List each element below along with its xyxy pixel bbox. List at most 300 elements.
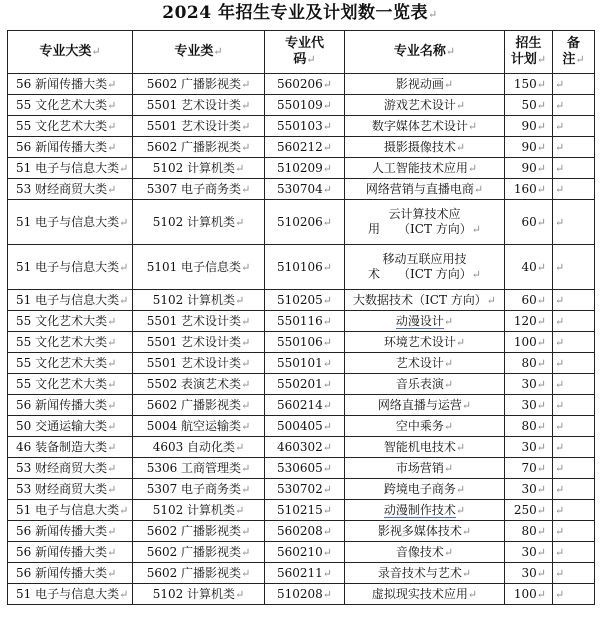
paragraph-mark: ↵ <box>536 98 546 112</box>
paragraph-mark: ↵ <box>322 161 333 175</box>
daima-cell: 530704↵ <box>265 179 345 200</box>
table-row <box>8 179 595 200</box>
table-row <box>8 437 595 458</box>
paragraph-mark: ↵ <box>322 182 333 196</box>
paragraph-mark: ↵ <box>473 182 484 196</box>
beizhu-cell <box>553 74 595 95</box>
dalei-cell: 56 新闻传播大类↵ <box>8 521 133 542</box>
paragraph-mark: ↵ <box>119 260 129 274</box>
mingcheng-cell: 数字媒体艺术设计↵ <box>345 116 505 137</box>
beizhu-cell <box>553 137 595 158</box>
mingcheng-cell: 网络直播与运营↵ <box>345 395 505 416</box>
paragraph-mark: ↵ <box>322 215 333 229</box>
dalei-cell: 55 文化艺术大类↵ <box>8 353 133 374</box>
table-row <box>8 584 595 605</box>
paragraph-mark: ↵ <box>322 356 333 370</box>
paragraph-mark: ↵ <box>536 140 546 154</box>
daima-cell: 550106↵ <box>265 332 345 353</box>
daima-cell: 560214↵ <box>265 395 345 416</box>
daima-cell: 550101↵ <box>265 353 345 374</box>
dalei-cell: 51 电子与信息大类↵ <box>8 584 133 605</box>
paragraph-mark: ↵ <box>536 215 546 229</box>
paragraph-mark: ↵ <box>555 524 565 538</box>
jihua-cell: 80↵ <box>505 416 553 437</box>
jihua-cell: 30↵ <box>505 395 553 416</box>
enrollment-table <box>7 30 595 605</box>
beizhu-cell <box>553 245 595 290</box>
table-row <box>8 374 595 395</box>
mingcheng-cell: 影视多媒体技术↵ <box>345 521 505 542</box>
daima-cell: 510215↵ <box>265 500 345 521</box>
header-row <box>8 31 595 74</box>
paragraph-mark: ↵ <box>536 356 546 370</box>
paragraph-mark: ↵ <box>322 140 333 154</box>
daima-cell: 500405↵ <box>265 416 345 437</box>
zhuanyelei-cell: 5102 计算机类↵ <box>133 200 265 245</box>
paragraph-mark: ↵ <box>467 161 478 175</box>
paragraph-mark: ↵ <box>555 587 565 601</box>
mingcheng-cell: 动漫制作技术↵ <box>345 500 505 521</box>
jihua-cell: 40↵ <box>505 245 553 290</box>
daima-cell: 510208↵ <box>265 584 345 605</box>
zhuanyelei-cell: 5307 电子商务类↵ <box>133 479 265 500</box>
dalei-cell: 56 新闻传播大类↵ <box>8 542 133 563</box>
paragraph-mark: ↵ <box>235 215 245 229</box>
paragraph-mark: ↵ <box>322 545 333 559</box>
paragraph-mark: ↵ <box>555 566 565 580</box>
paragraph-mark: ↵ <box>241 461 251 475</box>
jihua-cell: 60↵ <box>505 290 553 311</box>
paragraph-mark: ↵ <box>536 161 546 175</box>
jihua-cell: 30↵ <box>505 437 553 458</box>
table-row <box>8 563 595 584</box>
paragraph-mark: ↵ <box>536 503 546 517</box>
paragraph-mark: ↵ <box>322 314 333 328</box>
beizhu-cell <box>553 116 595 137</box>
paragraph-mark: ↵ <box>455 482 466 496</box>
paragraph-mark: ↵ <box>555 293 565 307</box>
paragraph-mark: ↵ <box>322 260 333 274</box>
mingcheng-cell: 环境艺术设计↵ <box>345 332 505 353</box>
zhuanyelei-cell: 5102 计算机类↵ <box>133 158 265 179</box>
daima-cell: 550116↵ <box>265 311 345 332</box>
paragraph-mark: ↵ <box>107 440 117 454</box>
beizhu-cell <box>553 179 595 200</box>
daima-cell: 510205↵ <box>265 290 345 311</box>
mingcheng-cell: 市场营销↵ <box>345 458 505 479</box>
dalei-cell: 46 装备制造大类↵ <box>8 437 133 458</box>
jihua-cell: 90↵ <box>505 137 553 158</box>
paragraph-mark: ↵ <box>443 356 454 370</box>
dalei-cell: 53 财经商贸大类↵ <box>8 179 133 200</box>
paragraph-mark: ↵ <box>241 140 251 154</box>
dalei-cell: 55 文化艺术大类↵ <box>8 374 133 395</box>
paragraph-mark: ↵ <box>555 419 565 433</box>
paragraph-mark: ↵ <box>322 524 333 538</box>
paragraph-mark: ↵ <box>455 503 466 517</box>
beizhu-cell <box>553 158 595 179</box>
paragraph-mark: ↵ <box>119 503 129 517</box>
zhuanyelei-cell: 5307 电子商务类↵ <box>133 179 265 200</box>
jihua-cell: 30↵ <box>505 479 553 500</box>
paragraph-mark: ↵ <box>107 119 117 133</box>
zhuanyelei-cell: 5602 广播影视类↵ <box>133 521 265 542</box>
dalei-cell: 51 电子与信息大类↵ <box>8 290 133 311</box>
daima-cell: 560206↵ <box>265 74 345 95</box>
paragraph-mark: ↵ <box>241 98 251 112</box>
paragraph-mark: ↵ <box>107 419 117 433</box>
paragraph-mark: ↵ <box>443 545 454 559</box>
paragraph-mark: ↵ <box>235 161 245 175</box>
paragraph-mark: ↵ <box>107 314 117 328</box>
paragraph-mark: ↵ <box>536 566 546 580</box>
paragraph-mark: ↵ <box>555 545 565 559</box>
jihua-cell: 70↵ <box>505 458 553 479</box>
daima-cell: 550201↵ <box>265 374 345 395</box>
zhuanyelei-cell: 5101 电子信息类↵ <box>133 245 265 290</box>
paragraph-mark: ↵ <box>322 119 333 133</box>
page-title: 2024 年招生专业及计划数一览表↵ <box>162 3 438 23</box>
paragraph-mark: ↵ <box>455 440 466 454</box>
paragraph-mark: ↵ <box>241 119 251 133</box>
dalei-cell: 51 电子与信息大类↵ <box>8 158 133 179</box>
paragraph-mark: ↵ <box>107 356 117 370</box>
zhuanyelei-cell: 5501 艺术设计类↵ <box>133 332 265 353</box>
paragraph-mark: ↵ <box>443 77 454 91</box>
table-row <box>8 416 595 437</box>
zhuanyelei-cell: 5004 航空运输类↵ <box>133 416 265 437</box>
jihua-cell: 80↵ <box>505 521 553 542</box>
paragraph-mark: ↵ <box>241 419 251 433</box>
dalei-cell: 51 电子与信息大类↵ <box>8 245 133 290</box>
jihua-cell: 30↵ <box>505 563 553 584</box>
paragraph-mark: ↵ <box>107 140 117 154</box>
paragraph-mark: ↵ <box>536 77 546 91</box>
mingcheng-cell: 影视动画↵ <box>345 74 505 95</box>
dalei-cell: 50 交通运输大类↵ <box>8 416 133 437</box>
jihua-cell: 30↵ <box>505 374 553 395</box>
table-row <box>8 137 595 158</box>
paragraph-mark: ↵ <box>241 545 251 559</box>
daima-cell: 530702↵ <box>265 479 345 500</box>
paragraph-mark: ↵ <box>241 524 251 538</box>
paragraph-mark: ↵ <box>107 98 117 112</box>
beizhu-cell <box>553 584 595 605</box>
table-row <box>8 95 595 116</box>
dalei-cell: 53 财经商贸大类↵ <box>8 479 133 500</box>
header-jihua: 招生 计划↵ <box>505 31 553 74</box>
paragraph-mark: ↵ <box>555 215 565 229</box>
beizhu-cell <box>553 437 595 458</box>
paragraph-mark: ↵ <box>235 440 245 454</box>
jihua-cell: 100↵ <box>505 332 553 353</box>
zhuanyelei-cell: 5501 艺术设计类↵ <box>133 116 265 137</box>
dalei-cell: 51 电子与信息大类↵ <box>8 500 133 521</box>
beizhu-cell <box>553 479 595 500</box>
daima-cell: 510206↵ <box>265 200 345 245</box>
paragraph-mark: ↵ <box>443 461 454 475</box>
paragraph-mark: ↵ <box>555 77 565 91</box>
paragraph-mark: ↵ <box>322 461 333 475</box>
mingcheng-cell: 跨境电子商务↵ <box>345 479 505 500</box>
paragraph-mark: ↵ <box>241 77 251 91</box>
paragraph-mark: ↵ <box>555 377 565 391</box>
daima-cell: 560212↵ <box>265 137 345 158</box>
dalei-cell: 56 新闻传播大类↵ <box>8 137 133 158</box>
header-mingcheng: 专业名称↵ <box>345 31 505 74</box>
beizhu-cell <box>553 395 595 416</box>
paragraph-mark: ↵ <box>467 119 478 133</box>
zhuanyelei-cell: 5501 艺术设计类↵ <box>133 95 265 116</box>
paragraph-mark: ↵ <box>119 161 129 175</box>
paragraph-mark: ↵ <box>107 335 117 349</box>
mingcheng-cell: 音像技术↵ <box>345 542 505 563</box>
beizhu-cell <box>553 353 595 374</box>
beizhu-cell <box>553 563 595 584</box>
paragraph-mark: ↵ <box>486 293 496 307</box>
paragraph-mark: ↵ <box>322 440 333 454</box>
paragraph-mark: ↵ <box>322 377 333 391</box>
beizhu-cell <box>553 521 595 542</box>
paragraph-mark: ↵ <box>443 419 454 433</box>
table-row <box>8 290 595 311</box>
mingcheng-cell: 移动互联应用技 术 （ICT 方向）↵ <box>345 245 505 290</box>
daima-cell: 530605↵ <box>265 458 345 479</box>
paragraph-mark: ↵ <box>555 440 565 454</box>
table-row <box>8 500 595 521</box>
beizhu-cell <box>553 332 595 353</box>
paragraph-mark: ↵ <box>536 377 546 391</box>
paragraph-mark: ↵ <box>107 377 117 391</box>
paragraph-mark: ↵ <box>455 98 466 112</box>
dalei-cell: 55 文化艺术大类↵ <box>8 311 133 332</box>
zhuanyelei-cell: 5102 计算机类↵ <box>133 290 265 311</box>
paragraph-mark: ↵ <box>443 377 454 391</box>
daima-cell: 560210↵ <box>265 542 345 563</box>
zhuanyelei-cell: 5501 艺术设计类↵ <box>133 311 265 332</box>
paragraph-mark: ↵ <box>107 398 117 412</box>
daima-cell: 550109↵ <box>265 95 345 116</box>
zhuanyelei-cell: 5306 工商管理类↵ <box>133 458 265 479</box>
mingcheng-cell: 人工智能技术应用↵ <box>345 158 505 179</box>
paragraph-mark: ↵ <box>443 314 454 328</box>
paragraph-mark: ↵ <box>536 461 546 475</box>
paragraph-mark: ↵ <box>322 482 333 496</box>
paragraph-mark: ↵ <box>241 356 251 370</box>
daima-cell: 460302↵ <box>265 437 345 458</box>
paragraph-mark: ↵ <box>536 587 546 601</box>
mingcheng-cell: 摄影摄像技术↵ <box>345 137 505 158</box>
paragraph-mark: ↵ <box>235 293 245 307</box>
jihua-cell: 120↵ <box>505 311 553 332</box>
jihua-cell: 30↵ <box>505 542 553 563</box>
daima-cell: 510106↵ <box>265 245 345 290</box>
paragraph-mark: ↵ <box>461 566 472 580</box>
beizhu-cell <box>553 95 595 116</box>
jihua-cell: 80↵ <box>505 353 553 374</box>
zhuanyelei-cell: 5501 艺术设计类↵ <box>133 353 265 374</box>
paragraph-mark: ↵ <box>322 335 333 349</box>
jihua-cell: 90↵ <box>505 116 553 137</box>
beizhu-cell <box>553 542 595 563</box>
paragraph-mark: ↵ <box>536 260 546 274</box>
daima-cell: 550103↵ <box>265 116 345 137</box>
beizhu-cell <box>553 458 595 479</box>
paragraph-mark: ↵ <box>107 461 117 475</box>
dalei-cell: 51 电子与信息大类↵ <box>8 200 133 245</box>
jihua-cell: 100↵ <box>505 584 553 605</box>
table-row <box>8 332 595 353</box>
paragraph-mark: ↵ <box>536 119 546 133</box>
mingcheng-cell: 大数据技术（ICT 方向）↵ <box>345 290 505 311</box>
dalei-cell: 56 新闻传播大类↵ <box>8 395 133 416</box>
paragraph-mark: ↵ <box>241 398 251 412</box>
zhuanyelei-cell: 5602 广播影视类↵ <box>133 563 265 584</box>
paragraph-mark: ↵ <box>555 314 565 328</box>
jihua-cell: 90↵ <box>505 158 553 179</box>
daima-cell: 560208↵ <box>265 521 345 542</box>
daima-cell: 560211↵ <box>265 563 345 584</box>
paragraph-mark: ↵ <box>555 260 565 274</box>
mingcheng-cell: 动漫设计↵ <box>345 311 505 332</box>
mingcheng-cell: 音乐表演↵ <box>345 374 505 395</box>
mingcheng-cell: 游戏艺术设计↵ <box>345 95 505 116</box>
dalei-cell: 56 新闻传播大类↵ <box>8 563 133 584</box>
jihua-cell: 160↵ <box>505 179 553 200</box>
paragraph-mark: ↵ <box>322 419 333 433</box>
table-row <box>8 521 595 542</box>
paragraph-mark: ↵ <box>471 223 481 236</box>
dalei-cell: 55 文化艺术大类↵ <box>8 116 133 137</box>
paragraph-mark: ↵ <box>241 260 251 274</box>
paragraph-mark: ↵ <box>555 98 565 112</box>
paragraph-mark: ↵ <box>241 335 251 349</box>
paragraph-mark: ↵ <box>241 314 251 328</box>
paragraph-mark: ↵ <box>536 335 546 349</box>
table-row <box>8 542 595 563</box>
mingcheng-cell: 空中乘务↵ <box>345 416 505 437</box>
paragraph-mark: ↵ <box>555 356 565 370</box>
mingcheng-cell: 云计算技术应 用 （ICT 方向）↵ <box>345 200 505 245</box>
mingcheng-cell: 录音技术与艺术↵ <box>345 563 505 584</box>
header-beizhu: 备 注↵ <box>553 31 595 74</box>
zhuanyelei-cell: 5102 计算机类↵ <box>133 584 265 605</box>
paragraph-mark: ↵ <box>241 482 251 496</box>
paragraph-mark: ↵ <box>555 140 565 154</box>
header-zhuanyelei: 专业类↵ <box>133 31 265 74</box>
paragraph-mark: ↵ <box>461 398 472 412</box>
table-row <box>8 245 595 290</box>
paragraph-mark: ↵ <box>555 335 565 349</box>
paragraph-mark: ↵ <box>471 268 481 281</box>
paragraph-mark: ↵ <box>107 77 117 91</box>
paragraph-mark: ↵ <box>536 440 546 454</box>
table-row <box>8 479 595 500</box>
header-dalei: 专业大类↵ <box>8 31 133 74</box>
paragraph-mark: ↵ <box>322 398 333 412</box>
mingcheng-cell: 虚拟现实技术应用↵ <box>345 584 505 605</box>
jihua-cell: 50↵ <box>505 95 553 116</box>
paragraph-mark: ↵ <box>536 314 546 328</box>
paragraph-mark: ↵ <box>107 482 117 496</box>
mingcheng-cell: 网络营销与直播电商↵ <box>345 179 505 200</box>
paragraph-mark: ↵ <box>555 461 565 475</box>
paragraph-mark: ↵ <box>241 182 251 196</box>
beizhu-cell <box>553 416 595 437</box>
paragraph-mark: ↵ <box>536 524 546 538</box>
zhuanyelei-cell: 5602 广播影视类↵ <box>133 395 265 416</box>
paragraph-mark: ↵ <box>555 482 565 496</box>
paragraph-mark: ↵ <box>467 587 478 601</box>
table-row <box>8 311 595 332</box>
zhuanyelei-cell: 5102 计算机类↵ <box>133 500 265 521</box>
zhuanyelei-cell: 5602 广播影视类↵ <box>133 74 265 95</box>
paragraph-mark: ↵ <box>241 566 251 580</box>
mingcheng-cell: 艺术设计↵ <box>345 353 505 374</box>
jihua-cell: 60↵ <box>505 200 553 245</box>
paragraph-mark: ↵ <box>461 524 472 538</box>
paragraph-mark: ↵ <box>235 503 245 517</box>
beizhu-cell <box>553 200 595 245</box>
beizhu-cell <box>553 290 595 311</box>
zhuanyelei-cell: 5602 广播影视类↵ <box>133 137 265 158</box>
paragraph-mark: ↵ <box>119 215 129 229</box>
paragraph-mark: ↵ <box>455 140 466 154</box>
table-row <box>8 200 595 245</box>
paragraph-mark: ↵ <box>455 335 466 349</box>
header-daima: 专业代 码↵ <box>265 31 345 74</box>
beizhu-cell <box>553 374 595 395</box>
zhuanyelei-cell: 5502 表演艺术类↵ <box>133 374 265 395</box>
table-row <box>8 395 595 416</box>
paragraph-mark: ↵ <box>107 182 117 196</box>
table-row <box>8 353 595 374</box>
jihua-cell: 250↵ <box>505 500 553 521</box>
mingcheng-cell: 智能机电技术↵ <box>345 437 505 458</box>
paragraph-mark: ↵ <box>536 293 546 307</box>
paragraph-mark: ↵ <box>555 503 565 517</box>
paragraph-mark: ↵ <box>555 161 565 175</box>
paragraph-mark: ↵ <box>536 482 546 496</box>
paragraph-mark: ↵ <box>322 566 333 580</box>
paragraph-mark: ↵ <box>536 182 546 196</box>
paragraph-mark: ↵ <box>536 398 546 412</box>
paragraph-mark: ↵ <box>536 419 546 433</box>
paragraph-mark: ↵ <box>555 182 565 196</box>
paragraph-mark: ↵ <box>322 503 333 517</box>
paragraph-mark: ↵ <box>119 587 129 601</box>
paragraph-mark: ↵ <box>555 398 565 412</box>
zhuanyelei-cell: 5602 广播影视类↵ <box>133 542 265 563</box>
paragraph-mark: ↵ <box>322 98 333 112</box>
dalei-cell: 55 文化艺术大类↵ <box>8 95 133 116</box>
zhuanyelei-cell: 4603 自动化类↵ <box>133 437 265 458</box>
table-row <box>8 116 595 137</box>
paragraph-mark: ↵ <box>536 545 546 559</box>
paragraph-mark: ↵ <box>322 293 333 307</box>
paragraph-mark: ↵ <box>107 524 117 538</box>
dalei-cell: 55 文化艺术大类↵ <box>8 332 133 353</box>
beizhu-cell <box>553 311 595 332</box>
paragraph-mark: ↵ <box>107 566 117 580</box>
table-row <box>8 458 595 479</box>
paragraph-mark: ↵ <box>235 587 245 601</box>
daima-cell: 510209↵ <box>265 158 345 179</box>
table-row <box>8 74 595 95</box>
paragraph-mark: ↵ <box>555 119 565 133</box>
paragraph-mark: ↵ <box>241 377 251 391</box>
paragraph-mark: ↵ <box>119 293 129 307</box>
